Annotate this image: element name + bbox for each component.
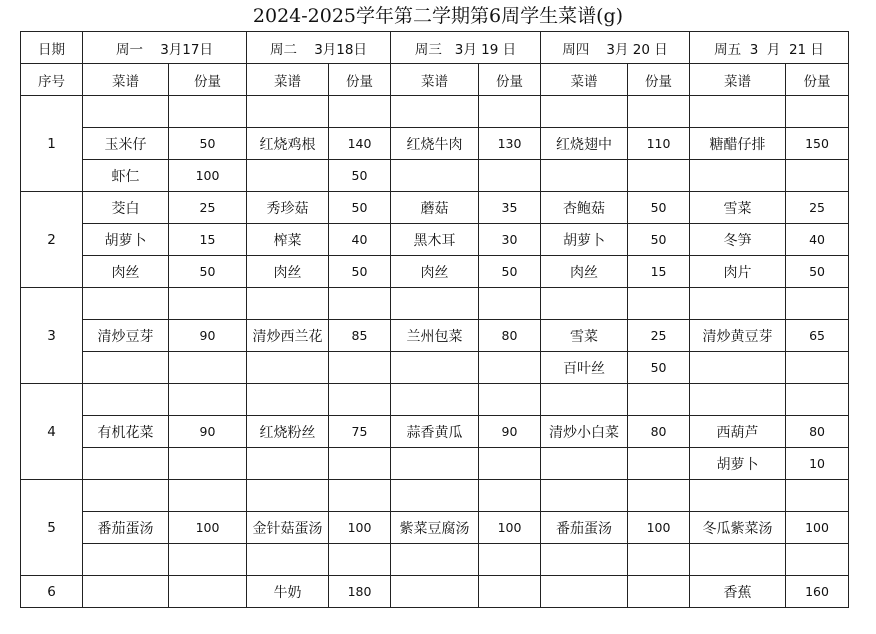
portion-cell: 50 [329,192,391,224]
dish-cell [690,480,786,512]
dish-cell [391,576,479,608]
dish-cell: 牛奶 [247,576,329,608]
qty-header: 份量 [169,64,247,96]
portion-cell [628,576,690,608]
portion-cell [786,288,849,320]
menu-row [21,224,849,256]
day-header-fri: 周五 3 月 21 日 [690,32,849,64]
menu-row [21,416,849,448]
portion-cell: 65 [786,320,849,352]
portion-cell [169,544,247,576]
dish-cell: 糖醋仔排 [690,128,786,160]
portion-cell: 50 [628,352,690,384]
menu-row [21,448,849,480]
dish-cell: 胡萝卜 [541,224,628,256]
portion-cell [786,96,849,128]
portion-cell: 90 [169,416,247,448]
dish-cell: 秀珍菇 [247,192,329,224]
dish-cell [391,384,479,416]
portion-cell: 75 [329,416,391,448]
day-header-wed: 周三 3月 19 日 [391,32,541,64]
dish-cell: 清炒豆芽 [83,320,169,352]
portion-cell [479,96,541,128]
portion-cell [628,96,690,128]
dish-cell [391,480,479,512]
row-index: 1 [21,96,83,192]
portion-cell: 50 [169,128,247,160]
row-index: 6 [21,576,83,608]
menu-table [20,31,849,608]
dish-cell [690,96,786,128]
portion-cell [786,544,849,576]
dish-cell [247,96,329,128]
portion-cell: 180 [329,576,391,608]
dish-cell [690,160,786,192]
portion-cell: 150 [786,128,849,160]
portion-cell: 25 [169,192,247,224]
dish-cell [391,544,479,576]
dish-cell [83,384,169,416]
dish-cell: 冬瓜紫菜汤 [690,512,786,544]
portion-cell [479,576,541,608]
dish-cell [247,544,329,576]
portion-cell: 140 [329,128,391,160]
portion-cell [169,384,247,416]
dish-cell: 虾仁 [83,160,169,192]
portion-cell [479,352,541,384]
menu-row [21,160,849,192]
portion-cell [169,448,247,480]
dish-cell [391,352,479,384]
dish-cell: 肉片 [690,256,786,288]
dish-cell [247,160,329,192]
portion-cell [329,288,391,320]
dish-cell: 番茄蛋汤 [83,512,169,544]
dish-cell: 西葫芦 [690,416,786,448]
qty-header: 份量 [786,64,849,96]
dish-cell [541,160,628,192]
dish-cell: 金针菇蛋汤 [247,512,329,544]
dish-cell [83,544,169,576]
dish-cell [541,448,628,480]
dish-cell [83,576,169,608]
portion-cell [786,160,849,192]
portion-cell [479,448,541,480]
portion-cell: 90 [479,416,541,448]
portion-cell: 15 [169,224,247,256]
portion-cell [786,352,849,384]
menu-row [21,128,849,160]
portion-cell [169,288,247,320]
portion-cell [329,384,391,416]
dish-cell [541,480,628,512]
dish-cell [690,384,786,416]
menu-row [21,480,849,512]
dish-cell: 榨菜 [247,224,329,256]
dish-cell [541,544,628,576]
dish-cell [690,544,786,576]
portion-cell [628,160,690,192]
dish-cell [391,96,479,128]
portion-cell: 100 [628,512,690,544]
dish-cell: 肉丝 [541,256,628,288]
portion-cell: 25 [628,320,690,352]
portion-cell [479,544,541,576]
dish-cell [541,576,628,608]
page-title: 2024-2025学年第二学期第6周学生菜谱(g) [252,5,624,27]
portion-cell [329,480,391,512]
dish-cell: 杏鲍菇 [541,192,628,224]
portion-cell [329,448,391,480]
dish-cell [541,288,628,320]
dish-cell: 肉丝 [391,256,479,288]
dish-cell [83,480,169,512]
portion-cell: 100 [479,512,541,544]
portion-cell [786,480,849,512]
dish-cell: 蒜香黄瓜 [391,416,479,448]
dish-cell [690,352,786,384]
day-header-thu: 周四 3月 20 日 [541,32,690,64]
portion-cell: 50 [628,192,690,224]
portion-cell: 25 [786,192,849,224]
dish-cell: 红烧牛肉 [391,128,479,160]
dish-cell: 百叶丝 [541,352,628,384]
column-header-row [21,64,849,96]
dish-cell: 肉丝 [83,256,169,288]
dish-cell [247,480,329,512]
portion-cell: 85 [329,320,391,352]
portion-cell: 40 [786,224,849,256]
dish-cell: 冬笋 [690,224,786,256]
portion-cell [479,288,541,320]
dish-cell [391,160,479,192]
portion-cell [329,352,391,384]
menu-row [21,576,849,608]
dish-cell [247,352,329,384]
dish-cell: 胡萝卜 [83,224,169,256]
dish-cell: 香蕉 [690,576,786,608]
dish-cell: 清炒西兰花 [247,320,329,352]
portion-cell [786,384,849,416]
portion-cell [479,384,541,416]
portion-cell: 110 [628,128,690,160]
portion-cell [329,544,391,576]
portion-cell [479,160,541,192]
dish-cell: 蘑菇 [391,192,479,224]
portion-cell: 50 [479,256,541,288]
portion-cell [628,288,690,320]
portion-cell: 90 [169,320,247,352]
dish-header: 菜谱 [541,64,628,96]
portion-cell [169,96,247,128]
date-label: 日期 [21,32,83,64]
portion-cell: 50 [786,256,849,288]
dish-cell: 胡萝卜 [690,448,786,480]
dish-cell: 红烧鸡根 [247,128,329,160]
row-index: 2 [21,192,83,288]
portion-cell: 40 [329,224,391,256]
qty-header: 份量 [479,64,541,96]
portion-cell: 100 [169,160,247,192]
dish-cell: 兰州包菜 [391,320,479,352]
portion-cell: 80 [479,320,541,352]
dish-cell [83,448,169,480]
dish-cell [247,288,329,320]
dish-cell: 黑木耳 [391,224,479,256]
dish-cell [391,448,479,480]
portion-cell [169,352,247,384]
dish-cell: 清炒黄豆芽 [690,320,786,352]
menu-row [21,288,849,320]
portion-cell [628,448,690,480]
dish-cell [83,352,169,384]
menu-row [21,96,849,128]
row-index: 4 [21,384,83,480]
dish-header: 菜谱 [83,64,169,96]
portion-cell: 15 [628,256,690,288]
portion-cell: 50 [628,224,690,256]
dish-cell: 雪菜 [690,192,786,224]
qty-header: 份量 [628,64,690,96]
dish-cell: 玉米仔 [83,128,169,160]
menu-row [21,320,849,352]
dish-header: 菜谱 [690,64,786,96]
menu-row [21,192,849,224]
portion-cell: 100 [786,512,849,544]
dish-cell: 紫菜豆腐汤 [391,512,479,544]
dish-cell [541,384,628,416]
portion-cell [628,384,690,416]
dish-cell: 茭白 [83,192,169,224]
qty-header: 份量 [329,64,391,96]
dish-cell [83,96,169,128]
dish-header: 菜谱 [247,64,329,96]
index-label: 序号 [21,64,83,96]
portion-cell [628,544,690,576]
dish-cell [247,384,329,416]
dish-cell [690,288,786,320]
day-header-tue: 周二 3月18日 [247,32,391,64]
menu-row [21,352,849,384]
portion-cell: 50 [329,256,391,288]
portion-cell: 160 [786,576,849,608]
dish-cell: 番茄蛋汤 [541,512,628,544]
portion-cell: 100 [329,512,391,544]
dish-cell [83,288,169,320]
portion-cell: 130 [479,128,541,160]
dish-header: 菜谱 [391,64,479,96]
portion-cell: 100 [169,512,247,544]
day-header-mon: 周一 3月17日 [83,32,247,64]
portion-cell: 50 [329,160,391,192]
portion-cell [628,480,690,512]
portion-cell: 30 [479,224,541,256]
dish-cell: 清炒小白菜 [541,416,628,448]
row-index: 3 [21,288,83,384]
day-header-row [21,32,849,64]
dish-cell [391,288,479,320]
portion-cell [329,96,391,128]
dish-cell: 肉丝 [247,256,329,288]
portion-cell: 50 [169,256,247,288]
portion-cell [479,480,541,512]
dish-cell: 红烧翅中 [541,128,628,160]
portion-cell: 80 [786,416,849,448]
portion-cell: 80 [628,416,690,448]
dish-cell [541,96,628,128]
menu-row [21,512,849,544]
portion-cell [169,576,247,608]
menu-row [21,256,849,288]
dish-cell [247,448,329,480]
row-index: 5 [21,480,83,576]
portion-cell: 10 [786,448,849,480]
portion-cell: 35 [479,192,541,224]
dish-cell: 有机花菜 [83,416,169,448]
menu-row [21,384,849,416]
dish-cell: 雪菜 [541,320,628,352]
dish-cell: 红烧粉丝 [247,416,329,448]
menu-row [21,544,849,576]
portion-cell [169,480,247,512]
